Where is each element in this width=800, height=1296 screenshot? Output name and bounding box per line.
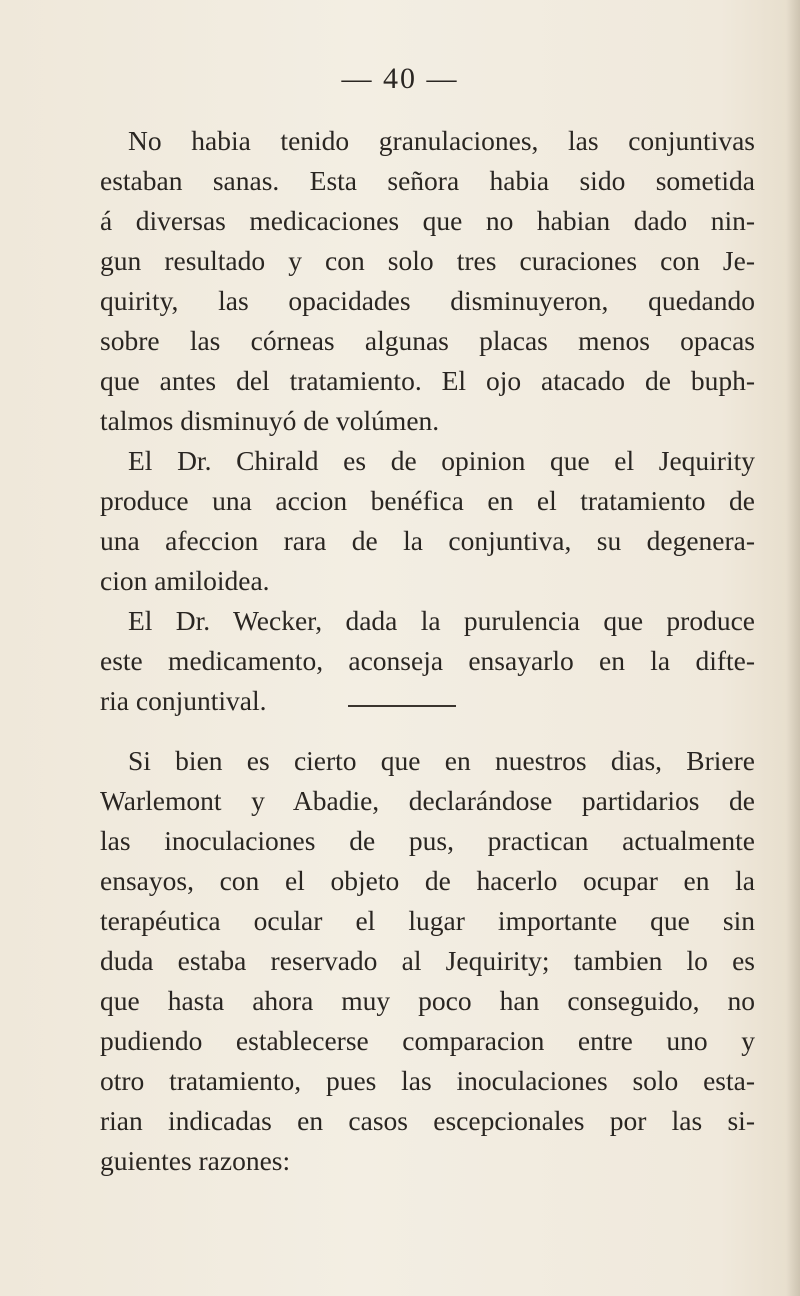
paragraph-2-line-4: cion amiloidea. bbox=[100, 565, 270, 596]
paragraph-2-line-3: una afeccion rara de la conjuntiva, su degenera- bbox=[100, 525, 755, 556]
paragraph-4-line-9: otro tratamiento, pues las inoculaciones solo esta- bbox=[100, 1065, 755, 1096]
paragraph-4-line-3: las inoculaciones de pus, practican actualmente bbox=[100, 825, 755, 856]
paragraph-4-line-2: Warlemont y Abadie, declarándose partidarios de bbox=[100, 785, 755, 816]
paragraph-3-line-3: ria conjuntival. bbox=[100, 685, 267, 716]
paragraph-2-line-1: El Dr. Chirald es de opinion que el Jequirity bbox=[128, 445, 755, 476]
paragraph-4-line-6: duda estaba reservado al Jequirity; tambien lo es bbox=[100, 945, 755, 976]
paragraph-4-line-7: que hasta ahora muy poco han conseguido, no bbox=[100, 985, 755, 1016]
paragraph-1-line-3: á diversas medicaciones que no habian dado nin- bbox=[100, 205, 755, 236]
paragraph-1-line-5: quirity, las opacidades disminuyeron, quedando bbox=[100, 285, 755, 316]
paragraph-4-line-5: terapéutica ocular el lugar importante que sin bbox=[100, 905, 755, 936]
paragraph-1-line-4: gun resultado y con solo tres curaciones con Je- bbox=[100, 245, 755, 276]
paragraph-1-line-8: talmos disminuyó de volúmen. bbox=[100, 405, 440, 436]
paragraph-1-line-7: que antes del tratamiento. El ojo atacado de buph- bbox=[100, 365, 755, 396]
paragraph-4-line-1: Si bien es cierto que en nuestros dias, Briere bbox=[128, 745, 755, 776]
paragraph-1-line-2: estaban sanas. Esta señora habia sido sometida bbox=[100, 165, 755, 196]
page-number: — 40 — bbox=[341, 62, 459, 95]
page-edge-shadow bbox=[786, 0, 800, 1296]
paragraph-4-line-11: guientes razones: bbox=[100, 1145, 291, 1176]
paragraph-3-line-1: El Dr. Wecker, dada la purulencia que produce bbox=[128, 605, 755, 636]
paragraph-1-line-1: No habia tenido granulaciones, las conjuntivas bbox=[128, 125, 755, 156]
paragraph-3-line-2: este medicamento, aconseja ensayarlo en la difte- bbox=[100, 645, 755, 676]
section-divider bbox=[348, 705, 456, 707]
paragraph-4-line-10: rian indicadas en casos escepcionales por las si- bbox=[100, 1105, 755, 1136]
paragraph-1-line-6: sobre las córneas algunas placas menos opacas bbox=[100, 325, 755, 356]
paragraph-4-line-4: ensayos, con el objeto de hacerlo ocupar en la bbox=[100, 865, 755, 896]
paragraph-2-line-2: produce una accion benéfica en el tratamiento de bbox=[100, 485, 755, 516]
paragraph-4-line-8: pudiendo establecerse comparacion entre uno y bbox=[100, 1025, 755, 1056]
